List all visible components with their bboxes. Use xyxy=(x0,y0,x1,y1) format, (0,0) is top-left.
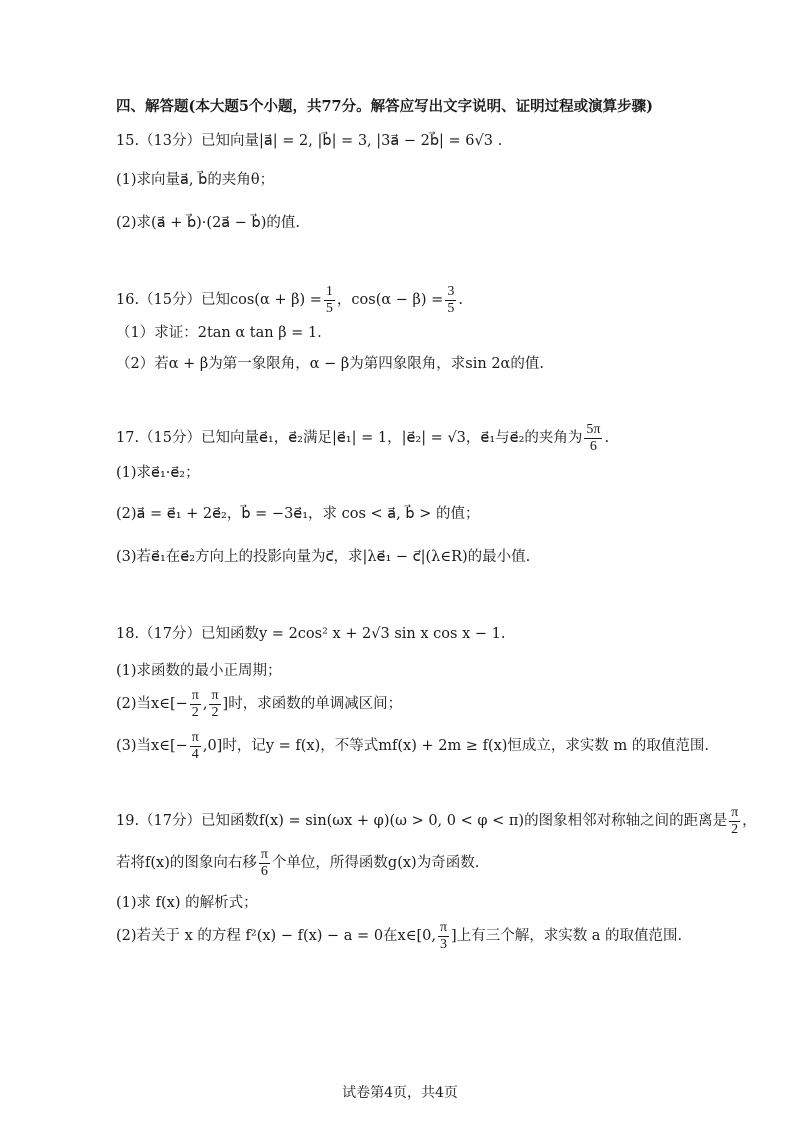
q19-p2-end: ]上有三个解，求实数 a 的取值范围. xyxy=(451,928,683,944)
q16-f1-den: 5 xyxy=(325,300,333,316)
q16-f2-num: 3 xyxy=(447,283,455,299)
q17-stem-end: . xyxy=(604,430,610,446)
q19-line2 xyxy=(116,845,479,881)
q18-stem: 18.（17分）已知函数y = 2cos² x + 2√3 sin x cos x − 1. xyxy=(116,626,506,642)
q17-stem-lead: 17.（15分）已知向量e⃗₁，e⃗₂满足|e⃗₁| = 1，|e⃗₂| = √3，e⃗₁与e⃗₂的夹角为 xyxy=(116,430,583,446)
q16-stem-mid: ，cos(α − β) = xyxy=(336,292,444,308)
q16-stem-end: . xyxy=(458,292,463,308)
q16-part1: （1）求证：2tan α tan β = 1. xyxy=(116,325,322,341)
q16-f2-den: 5 xyxy=(447,300,455,316)
q19-stem-lead: 19.（17分）已知函数f(x) = sin(ωx + φ)(ω > 0, 0 < φ < π)的图象相邻对称轴之间的距离是 xyxy=(116,813,728,829)
q18-p3-end: ,0]时，记y = f(x)，不等式mf(x) + 2m ≥ f(x)恒成立，求实数 m 的取值范围. xyxy=(202,738,710,754)
q19-stem-f-den: 2 xyxy=(731,821,739,837)
q18-p2-end: ]时，求函数的单调减区间； xyxy=(222,696,403,712)
q16-stem-lead: 16.（15分）已知cos(α + β) = xyxy=(116,292,322,308)
q17-stem xyxy=(116,420,609,456)
q19-p2-lead: (2)若关于 x 的方程 f²(x) − f(x) − a = 0在x∈[0, xyxy=(116,928,436,944)
q16-fraction-1 xyxy=(324,284,335,317)
q16-part2: （2）若α + β为第一象限角，α − β为第四象限角，求sin 2α的值. xyxy=(116,356,544,372)
q19-p2-f-den: 3 xyxy=(439,936,447,952)
q18-p2-f2-den: 2 xyxy=(211,704,219,720)
q17-part2: (2)a⃗ = e⃗₁ + 2e⃗₂，b⃗ = −3e⃗₁，求 cos < a⃗, b⃗ > 的值； xyxy=(116,506,480,522)
q17-part1: (1)求e⃗₁·e⃗₂； xyxy=(116,465,200,481)
q19-line2-f-den: 6 xyxy=(260,863,268,879)
q16-f1-num: 1 xyxy=(325,283,333,299)
q15-part1: (1)求向量a⃗, b⃗的夹角θ； xyxy=(116,172,275,188)
q17-f-den: 6 xyxy=(589,438,597,454)
q18-p3-lead: (3)当x∈[− xyxy=(116,738,188,754)
page-footer: 试卷第4页，共4页 xyxy=(342,1085,458,1101)
q18-p2-fraction-2 xyxy=(209,688,220,721)
q18-p2-f2-num: π xyxy=(211,687,219,703)
q19-p2-fraction xyxy=(438,920,449,953)
q19-stem-f-num: π xyxy=(731,804,739,820)
q19-line2-end: 个单位，所得函数g(x)为奇函数. xyxy=(271,855,480,871)
q19-line2-f-num: π xyxy=(260,846,268,862)
q18-p3-f-num: π xyxy=(191,729,199,745)
q17-f-num: 5π xyxy=(586,421,601,437)
q18-part2 xyxy=(116,686,402,722)
q18-p2-f1-den: 2 xyxy=(191,704,199,720)
q18-p3-fraction xyxy=(190,730,201,763)
q17-fraction xyxy=(584,422,602,455)
q19-part2 xyxy=(116,918,682,954)
q19-part1: (1)求 f(x) 的解析式； xyxy=(116,895,258,911)
q18-p2-comma: , xyxy=(202,696,208,712)
q18-p2-f1-num: π xyxy=(191,687,199,703)
q18-p2-fraction-1 xyxy=(190,688,201,721)
q15-stem: 15.（13分）已知向量|a⃗| = 2, |b⃗| = 3, |3a⃗ − 2b⃗| = 6√3 . xyxy=(116,133,503,149)
q19-stem-end: ， xyxy=(742,813,757,829)
q18-part1: (1)求函数的最小正周期； xyxy=(116,663,282,679)
q19-line2-lead: 若将f(x)的图象向右移 xyxy=(116,855,257,871)
section-title: 四、解答题(本大题5个小题，共77分。解答应写出文字说明、证明过程或演算步骤) xyxy=(116,98,653,115)
q19-p2-f-num: π xyxy=(439,919,448,935)
q18-p2-lead: (2)当x∈[− xyxy=(116,696,188,712)
q16-stem xyxy=(116,282,463,318)
q19-stem xyxy=(116,803,757,839)
q17-part3: (3)若e⃗₁在e⃗₂方向上的投影向量为c⃗，求|λe⃗₁ − c⃗|(λ∈R)的最小值. xyxy=(116,549,531,565)
q18-part3 xyxy=(116,728,709,764)
q16-fraction-2 xyxy=(445,284,456,317)
q19-line2-fraction xyxy=(259,847,270,880)
q19-stem-fraction xyxy=(729,805,740,838)
q18-p3-f-den: 4 xyxy=(191,746,199,762)
q15-part2: (2)求(a⃗ + b⃗)·(2a⃗ − b⃗)的值. xyxy=(116,215,301,231)
